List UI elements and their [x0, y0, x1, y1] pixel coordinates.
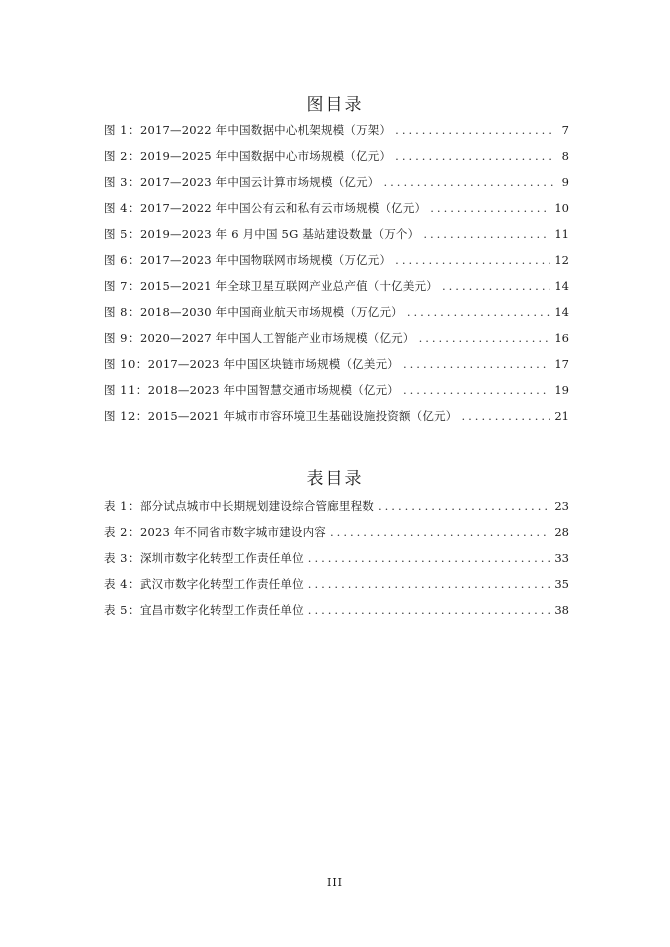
figure-entry[interactable]	[104, 403, 569, 429]
entry-label: 图 5：	[104, 227, 140, 241]
entry-page-number: 10	[554, 201, 569, 215]
figure-entry[interactable]	[104, 117, 569, 143]
table-entry[interactable]	[104, 571, 569, 597]
entry-page-number: 28	[554, 525, 569, 539]
tables-list	[104, 493, 569, 623]
figure-entry[interactable]	[104, 273, 569, 299]
entry-page-number: 23	[554, 499, 569, 513]
entry-label: 图 3：	[104, 175, 140, 189]
entry-label: 表 4：	[104, 577, 140, 591]
entry-label: 表 2：	[104, 525, 140, 539]
entry-title: 武汉市数字化转型工作责任单位	[139, 577, 304, 591]
entry-title: 部分试点城市中长期规划建设综合管廊里程数	[139, 499, 374, 513]
table-entry[interactable]	[104, 493, 569, 519]
entry-label: 图 2：	[104, 149, 140, 163]
figure-entry[interactable]	[104, 195, 569, 221]
leader-dots	[430, 195, 550, 221]
leader-dots	[308, 597, 551, 623]
entry-label: 图 9：	[104, 331, 140, 345]
entry-page-number: 38	[554, 603, 569, 617]
leader-dots	[395, 117, 553, 143]
entry-title: 2020—2027 年中国人工智能产业市场规模（亿元）	[139, 331, 415, 345]
entry-page-number: 21	[554, 409, 569, 423]
leader-dots	[403, 377, 550, 403]
entry-label: 图 6：	[104, 253, 140, 267]
leader-dots	[383, 169, 553, 195]
leader-dots	[308, 545, 551, 571]
entry-title: 2017—2023 年中国物联网市场规模（万亿元）	[139, 253, 392, 267]
figure-entry[interactable]	[104, 351, 569, 377]
page-number: III	[326, 876, 344, 889]
entry-title: 2018—2030 年中国商业航天市场规模（万亿元）	[139, 305, 403, 319]
entry-page-number: 12	[554, 253, 569, 267]
entry-title: 2015—2021 年城市市容环境卫生基础设施投资额（亿元）	[147, 409, 458, 423]
leader-dots	[330, 519, 550, 545]
leader-dots	[407, 299, 550, 325]
entry-title: 2017—2022 年中国公有云和私有云市场规模（亿元）	[139, 201, 427, 215]
entry-label: 图 10：	[104, 357, 148, 371]
leader-dots	[378, 493, 550, 519]
figure-entry[interactable]	[104, 247, 569, 273]
entry-page-number: 14	[554, 279, 569, 293]
entry-page-number: 19	[554, 383, 569, 397]
entry-title: 2023 年不同省市数字城市建设内容	[139, 525, 327, 539]
figures-list	[104, 117, 569, 429]
entry-title: 2017—2022 年中国数据中心机架规模（万架）	[139, 123, 392, 137]
figure-entry[interactable]	[104, 143, 569, 169]
figure-entry[interactable]	[104, 299, 569, 325]
leader-dots	[423, 221, 550, 247]
entry-page-number: 14	[554, 305, 569, 319]
entry-page-number: 8	[561, 149, 569, 163]
entry-title: 2019—2023 年 6 月中国 5G 基站建设数量（万个）	[139, 227, 420, 241]
entry-label: 图 11：	[104, 383, 148, 397]
entry-label: 图 12：	[104, 409, 148, 423]
leader-dots	[419, 325, 551, 351]
entry-page-number: 16	[554, 331, 569, 345]
entry-page-number: 33	[554, 551, 569, 565]
figure-entry[interactable]	[104, 169, 569, 195]
entry-label: 表 5：	[104, 603, 140, 617]
leader-dots	[395, 247, 550, 273]
entry-page-number: 9	[561, 175, 569, 189]
entry-label: 图 8：	[104, 305, 140, 319]
entry-label: 图 1：	[104, 123, 140, 137]
leader-dots	[442, 273, 550, 299]
figure-entry[interactable]	[104, 377, 569, 403]
entry-title: 宜昌市数字化转型工作责任单位	[139, 603, 304, 617]
entry-page-number: 11	[554, 227, 569, 241]
figure-entry[interactable]	[104, 221, 569, 247]
entry-label: 图 4：	[104, 201, 140, 215]
leader-dots	[395, 143, 553, 169]
entry-label: 表 3：	[104, 551, 140, 565]
entry-title: 深圳市数字化转型工作责任单位	[139, 551, 304, 565]
entry-page-number: 17	[554, 357, 569, 371]
entry-title: 2019—2025 年中国数据中心市场规模（亿元）	[139, 149, 392, 163]
table-entry[interactable]	[104, 597, 569, 623]
entry-label: 表 1：	[104, 499, 140, 513]
entry-title: 2018—2023 年中国智慧交通市场规模（亿元）	[147, 383, 399, 397]
entry-page-number: 35	[554, 577, 569, 591]
table-entry[interactable]	[104, 519, 569, 545]
entry-title: 2015—2021 年全球卫星互联网产业总产值（十亿美元）	[139, 279, 438, 293]
entry-title: 2017—2023 年中国云计算市场规模（亿元）	[139, 175, 380, 189]
table-entry[interactable]	[104, 545, 569, 571]
tables-title: 表目录	[306, 469, 364, 489]
figure-entry[interactable]	[104, 325, 569, 351]
leader-dots	[308, 571, 551, 597]
leader-dots	[461, 403, 550, 429]
entry-page-number: 7	[561, 123, 569, 137]
entry-title: 2017—2023 年中国区块链市场规模（亿美元）	[147, 357, 399, 371]
leader-dots	[403, 351, 550, 377]
entry-label: 图 7：	[104, 279, 140, 293]
figures-title: 图目录	[306, 95, 364, 115]
